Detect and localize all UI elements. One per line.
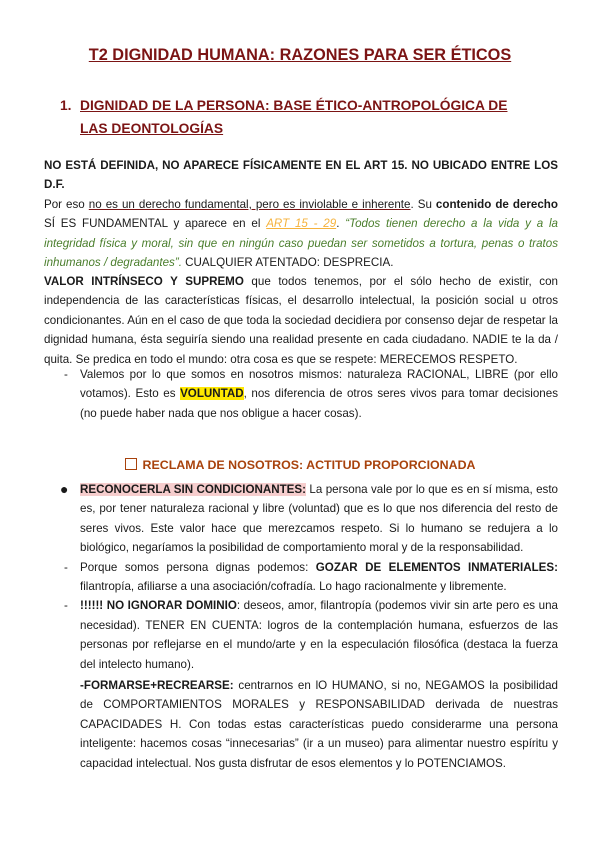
text-run: , nos diferencia de otros seres vivos para tomar decisiones (no puede haber nada que nos obligue a hacer cosas). — [80, 387, 558, 420]
dash-list — [64, 365, 558, 423]
sub-paragraph — [80, 676, 558, 773]
section-title: DIGNIDAD DE LA PERSONA: BASE ÉTICO-ANTROPOLÓGICA DE LAS DEONTOLOGÍAS — [80, 98, 508, 136]
text-run: SÍ ES FUNDAMENTAL y aparece en el — [44, 217, 267, 231]
text-run: centrarnos en lO HUMANO, si no, NEGAMOS la posibilidad de COMPORTAMIENTOS MORALES y RESPONSABILIDAD derivada de nuestras CAPACIDADES H. Con todas estas características puedo considerarme una persona inteligente: hacemos cosas “innecesarias” (ir a un museo) para alimentar nuestro espíritu y capacidad intelectual. Nos gusta disfrutar de esos elementos y lo POTENCIAMOS. — [80, 679, 558, 770]
bold-text: VALOR INTRÍNSECO Y SUPREMO — [44, 275, 244, 288]
article-reference: ART 15 - 29 — [266, 217, 337, 231]
text-run: La persona vale por lo que es en sí misma, esto es, por tener naturaleza racional y libre (voluntad) que es lo que nos diferencia del resto de seres vivos. Este valor hace que merezcamos respeto. Si lo humano se redujera a lo biológico, negaríamos la posibilidad de comportamiento moral y de la responsabilidad. — [80, 483, 559, 555]
definition-text — [44, 195, 558, 273]
bullet-icon: ● — [60, 481, 69, 497]
section-heading-2 — [0, 456, 600, 475]
list-item — [60, 480, 559, 558]
highlighted-text: VOLUNTAD — [180, 387, 244, 401]
text-run: . — [336, 217, 346, 231]
text-run: Porque somos persona dignas podemos: — [80, 560, 316, 574]
page-title — [0, 44, 600, 66]
checkbox-icon — [125, 458, 137, 470]
text-run: : deseos, amor, filantropía (podemos vivir sin arte pero es una necesidad). TENER EN CUENTA: logros de la contemplación humana, esfuerzos de las personas por reflejarse en el mundo/arte y en la especulación filosófica (destaca la fuerza del intelecto humano). — [80, 599, 558, 671]
text-run: Por eso — [44, 197, 89, 211]
bold-text: !!!!!! NO IGNORAR DOMINIO — [80, 599, 237, 613]
underlined-text: no es un derecho fundamental, pero es inviolable e inherente — [88, 197, 411, 211]
bold-text: GOZAR DE ELEMENTOS INMATERIALES: — [315, 560, 558, 574]
section-heading-1 — [60, 95, 530, 140]
text-run: Valemos por lo que somos en nosotros mismos: naturaleza RACIONAL, LIBRE (por ello votamos). Esto es — [80, 368, 558, 401]
section-title: RECLAMA DE NOSOTROS: ACTITUD PROPORCIONADA — [142, 458, 476, 472]
list-item — [64, 596, 558, 773]
section-number: 1. — [60, 98, 72, 113]
highlighted-text: RECONOCERLA SIN CONDICIONANTES: — [80, 483, 307, 496]
text-run: . Su — [410, 197, 436, 211]
list-item — [64, 365, 558, 423]
page-title-text: T2 DIGNIDAD HUMANA: RAZONES PARA SER ÉTICOS — [88, 46, 512, 64]
paragraph-valor — [44, 272, 558, 369]
text-run: filantropía, afiliarse a una asociación/cofradía. Lo hago racionalmente y libremente. — [80, 580, 507, 594]
dash-marker: - — [64, 368, 68, 381]
bold-statement: NO ESTÁ DEFINIDA, NO APARECE FÍSICAMENTE EN EL ART 15. NO UBICADO ENTRE LOS D.F. — [44, 159, 558, 192]
text-run: CUALQUIER ATENTADO: DESPRECIA. — [181, 256, 394, 270]
paragraph-text: que todos tenemos, por el sólo hecho de existir, con independencia de las características físicas, el desarrollo intelectual, la posición social u otros condicionantes. Aún en el caso de que toda la sociedad decidiera por consenso dejar de respetar la dignidad humana, ésta seguiría siendo una realidad presente en cada ciudadano. NADIE te la da / quita. Se predica en todo el mundo: otra cosa es que se respete: MERECEMOS RESPETO. — [44, 275, 558, 366]
quote-text: “Todos tienen derecho a la vida y a la integridad física y moral, sin que en ningún caso puedan ser sometidos a tortura, penas o tratos inhumanos / degradantes”. — [44, 217, 558, 270]
bullet-list — [60, 480, 559, 773]
list-item — [64, 558, 558, 597]
bold-text: -FORMARSE+RECREARSE: — [80, 679, 234, 693]
paragraph-definition — [44, 156, 558, 272]
dash-marker: - — [64, 560, 68, 574]
bold-text: contenido de derecho — [435, 197, 558, 211]
dash-marker: - — [64, 599, 68, 613]
